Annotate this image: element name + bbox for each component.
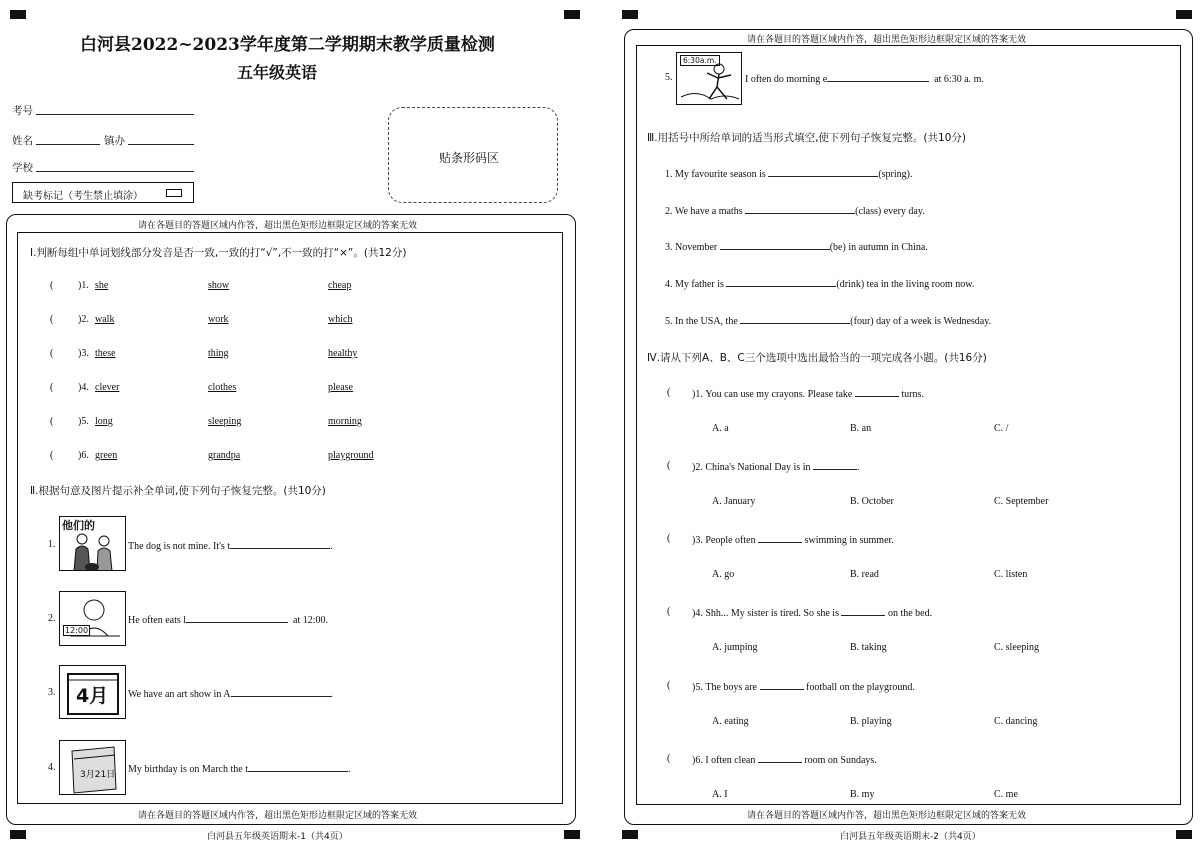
answer-paren[interactable]: (: [667, 460, 671, 471]
answer-blank: [758, 753, 802, 763]
answer-area-note-bottom: 请在各题目的答题区域内作答，超出黑色矩形边框限定区域的答案无效: [747, 811, 1027, 821]
exam-title: 白河县2022~2023学年度第二学期期末教学质量检测: [80, 35, 495, 55]
option-a: A. January: [712, 496, 756, 507]
answer-paren[interactable]: (: [50, 382, 54, 393]
registration-mark: [622, 830, 638, 839]
word-2: grandpa: [208, 450, 241, 461]
barcode-label: 贴条形码区: [439, 151, 500, 165]
word-3: which: [328, 314, 353, 325]
picture-lunch: [59, 591, 126, 646]
section-1-heading: Ⅰ.判断每组中单词划线部分发音是否一致,一致的打“√”,不一致的打“×”。(共12分): [30, 247, 407, 259]
registration-mark: [622, 10, 638, 19]
registration-mark: [10, 830, 26, 839]
sentence-text: 1. My favourite season is (spring).: [665, 169, 913, 180]
answer-blank[interactable]: [827, 72, 929, 82]
answer-blank: [760, 680, 804, 690]
town-label: 镇办: [104, 135, 125, 147]
answer-blank[interactable]: [740, 314, 850, 324]
registration-mark: [1176, 10, 1192, 19]
exam-no-field[interactable]: [36, 114, 194, 115]
word-2: sleeping: [208, 416, 242, 427]
question-number: 1.: [48, 539, 56, 550]
registration-mark: [564, 10, 580, 19]
answer-blank: [855, 387, 899, 397]
word-2: work: [208, 314, 229, 325]
word-1: clever: [95, 382, 120, 393]
answer-area-note-bottom: 请在各题目的答题区域内作答，超出黑色矩形边框限定区域的答案无效: [138, 811, 418, 821]
word-1: she: [95, 280, 109, 291]
sentence-text: I often do morning e at 6:30 a. m.: [745, 74, 984, 85]
option-c: C. September: [994, 496, 1049, 507]
option-a: A. eating: [712, 716, 749, 727]
picture-label: 他们的: [62, 519, 95, 532]
word-1: walk: [95, 314, 115, 325]
sentence-text: 4. My father is (drink) tea in the living room now.: [665, 279, 975, 290]
word-3: please: [328, 382, 353, 393]
question-number: )5.: [78, 416, 89, 427]
question-number: 2.: [48, 613, 56, 624]
word-3: cheap: [328, 280, 352, 291]
answer-blank: [813, 460, 857, 470]
question-number: )4.: [78, 382, 89, 393]
option-a: A. a: [712, 423, 729, 434]
sentence-text: 2. We have a maths (class) every day.: [665, 206, 925, 217]
answer-blank[interactable]: [720, 240, 830, 250]
answer-blank[interactable]: [186, 613, 288, 623]
answer-blank[interactable]: [768, 167, 878, 177]
word-3: playground: [328, 450, 374, 461]
answer-blank[interactable]: [230, 539, 330, 549]
sentence-text: He often eats l at 12:00.: [128, 615, 329, 626]
people-with-dog-icon: [60, 531, 126, 571]
question-text: )6. I often clean room on Sundays.: [692, 755, 877, 766]
answer-paren[interactable]: (: [667, 533, 671, 544]
answer-blank[interactable]: [726, 277, 836, 287]
answer-paren[interactable]: (: [667, 606, 671, 617]
name-field[interactable]: [36, 144, 100, 145]
answer-blank: [841, 606, 885, 616]
question-text: )1. You can use my crayons. Please take turns.: [692, 389, 924, 400]
answer-paren[interactable]: (: [50, 314, 54, 325]
exam-subtitle: 五年级英语: [237, 63, 318, 82]
sentence-text: My birthday is on March the t .: [128, 764, 351, 775]
person-exercising-icon: [677, 53, 742, 105]
question-number: 5.: [665, 72, 673, 83]
school-field[interactable]: [36, 171, 194, 172]
picture-april: [59, 665, 126, 719]
word-3: healthy: [328, 348, 358, 359]
answer-paren[interactable]: (: [50, 280, 54, 291]
option-c: C. /: [994, 423, 1009, 434]
option-b: B. my: [850, 789, 875, 800]
option-b: B. October: [850, 496, 894, 507]
section-4-heading: Ⅳ.请从下列A、B、C三个选项中选出最恰当的一项完成各小题。(共16分): [647, 352, 987, 364]
section-2-heading: Ⅱ.根据句意及图片提示补全单词,使下列句子恢复完整。(共10分): [30, 485, 326, 497]
option-a: A. jumping: [712, 642, 758, 653]
word-2: show: [208, 280, 230, 291]
name-label: 姓名: [12, 135, 33, 147]
barcode-area: [388, 107, 558, 203]
word-1: these: [95, 348, 116, 359]
date-label: 3月21日: [80, 770, 116, 780]
registration-mark: [564, 830, 580, 839]
answer-area-note: 请在各题目的答题区域内作答，超出黑色矩形边框限定区域的答案无效: [138, 221, 418, 231]
picture-theirs: [59, 516, 126, 571]
answer-area-note: 请在各题目的答题区域内作答，超出黑色矩形边框限定区域的答案无效: [747, 35, 1027, 45]
answer-paren[interactable]: (: [667, 753, 671, 764]
option-c: C. dancing: [994, 716, 1038, 727]
question-number: )1.: [78, 280, 89, 291]
word-2: clothes: [208, 382, 237, 393]
answer-paren[interactable]: (: [50, 450, 54, 461]
word-1: green: [95, 450, 118, 461]
month-label: 4月: [76, 685, 109, 707]
question-number: )6.: [78, 450, 89, 461]
question-text: )5. The boys are football on the playground.: [692, 682, 915, 693]
section-3-heading: Ⅲ.用括号中所给单词的适当形式填空,使下列句子恢复完整。(共10分): [647, 132, 966, 144]
option-b: B. an: [850, 423, 872, 434]
question-text: )4. Shh... My sister is tired. So she is on the bed.: [692, 608, 933, 619]
absent-label: 缺考标记（考生禁止填涂）: [23, 191, 143, 202]
page-footer: 白河县五年级英语期末-2（共4页）: [840, 832, 981, 842]
town-field[interactable]: [128, 144, 194, 145]
absent-mark-box: [12, 182, 194, 203]
boy-eating-icon: [60, 592, 126, 646]
option-b: B. playing: [850, 716, 892, 727]
picture-morning-exercise: [676, 52, 742, 105]
option-a: A. go: [712, 569, 735, 580]
answer-paren[interactable]: (: [667, 680, 671, 691]
sentence-text: 5. In the USA, the (four) day of a week is Wednesday.: [665, 316, 992, 327]
school-label: 学校: [12, 162, 33, 174]
option-b: B. taking: [850, 642, 887, 653]
answer-paren[interactable]: (: [50, 416, 54, 427]
question-number: 4.: [48, 762, 56, 773]
registration-mark: [1176, 830, 1192, 839]
clock-label: 12:00: [65, 626, 89, 635]
sentence-text: The dog is not mine. It's t .: [128, 541, 333, 552]
sentence-text: We have an art show in A .: [128, 689, 333, 700]
exam-no-label: 考号: [12, 105, 33, 117]
registration-mark: [10, 10, 26, 19]
time-label: 6:30a.m.: [680, 55, 720, 66]
answer-blank[interactable]: [231, 687, 331, 697]
answer-paren[interactable]: (: [667, 387, 671, 398]
question-text: )2. China's National Day is in .: [692, 462, 860, 473]
question-number: )2.: [78, 314, 89, 325]
option-c: C. me: [994, 789, 1018, 800]
option-b: B. read: [850, 569, 879, 580]
answer-paren[interactable]: (: [50, 348, 54, 359]
sentence-text: 3. November (be) in autumn in China.: [665, 242, 928, 253]
absent-checkbox[interactable]: [166, 189, 182, 197]
option-a: A. I: [712, 789, 728, 800]
page-footer: 白河县五年级英语期末-1（共4页）: [207, 832, 348, 842]
word-1: long: [95, 416, 113, 427]
option-c: C. sleeping: [994, 642, 1039, 653]
answer-blank[interactable]: [745, 204, 855, 214]
picture-march-21: [59, 740, 126, 795]
option-c: C. listen: [994, 569, 1028, 580]
question-number: )3.: [78, 348, 89, 359]
word-2: thing: [208, 348, 229, 359]
question-text: )3. People often swimming in summer.: [692, 535, 894, 546]
word-3: morning: [328, 416, 362, 427]
answer-blank[interactable]: [248, 762, 348, 772]
answer-blank: [758, 533, 802, 543]
question-number: 3.: [48, 687, 56, 698]
